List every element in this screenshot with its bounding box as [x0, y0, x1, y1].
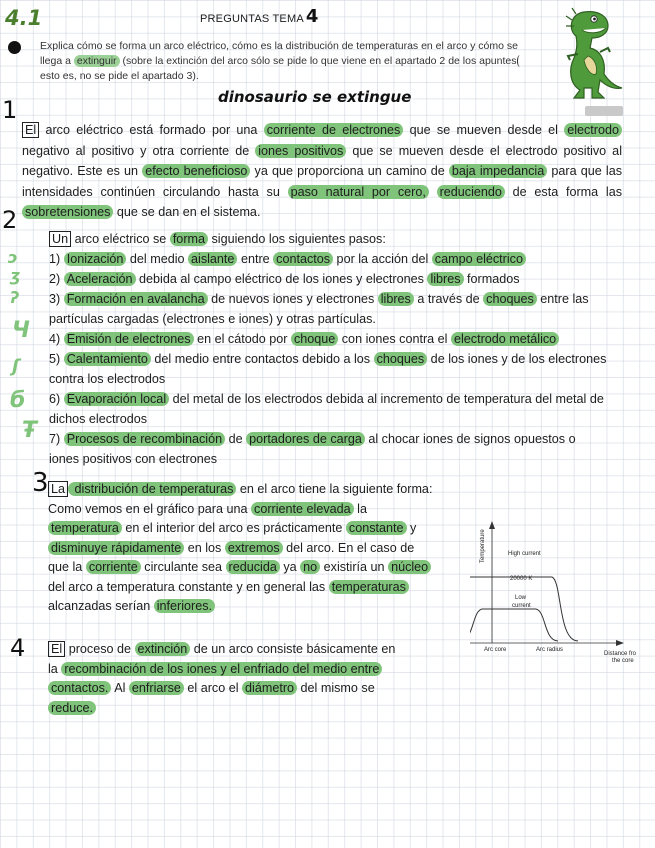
- step-mark-icon: б: [10, 388, 26, 413]
- handwritten-note: dinosaurio se extingue: [218, 88, 412, 106]
- text-run: de esta forma las: [504, 184, 623, 199]
- paragraph-arc-definition: [22, 120, 622, 223]
- section-mark-3: 3: [32, 468, 49, 498]
- paragraph-arc-formation: [49, 229, 386, 249]
- highlight-run: constante: [346, 521, 407, 535]
- step-number: 7): [49, 432, 64, 446]
- text-run: para que las intensidades continúen circulando hasta su: [22, 164, 622, 199]
- page-title-number: 4: [305, 6, 319, 27]
- text-run: que se mueven desde el electrodo positivo al negativo. Este es un: [22, 143, 622, 178]
- text-run: del arco a temperatura constante y en general las: [48, 579, 329, 594]
- highlight-run: choques: [483, 292, 537, 306]
- question-part-b: (sobre la extinción del arco sólo se pide lo que viene en el apartado 2 de los apuntes: [119, 55, 517, 67]
- text-run: de un arco consiste básicamente en la: [48, 642, 396, 676]
- highlight-run: Formación en avalancha: [64, 292, 208, 306]
- formation-step: [49, 349, 609, 389]
- curve-low-current: [470, 609, 558, 641]
- boxed-word: El: [48, 641, 65, 657]
- highlight-run: iones positivos: [255, 144, 346, 158]
- text-run: del medio entre contactos debido a los: [150, 352, 374, 366]
- highlight-run: extremos: [225, 541, 283, 555]
- label-distance-2: the core: [612, 658, 634, 664]
- boxed-word: La: [48, 481, 68, 497]
- highlight-run: temperaturas: [329, 580, 409, 594]
- text-run: alcanzadas serían: [48, 599, 154, 613]
- text-run: del medio: [126, 252, 189, 266]
- highlight-run: electrodo: [564, 123, 622, 137]
- text-run: debida al campo eléctrico de los iones y electrones: [135, 272, 428, 286]
- section-mark-4: 4: [10, 634, 26, 662]
- text-run: del mismo se: [297, 681, 375, 695]
- text-run: formados: [463, 272, 520, 286]
- highlight-run: campo eléctrico: [432, 252, 526, 266]
- text-run: de nuevos iones y electrones: [207, 292, 378, 306]
- formation-steps-list: [49, 249, 609, 469]
- highlight-run: recombinación de los iones y el enfriado del medio entre contactos.: [48, 662, 382, 696]
- text-run: el arco el: [183, 681, 243, 695]
- step-number: 6): [49, 392, 64, 406]
- text-run: ya que proporciona un camino de: [250, 164, 449, 178]
- sticker-badge: [585, 106, 623, 116]
- paragraph-temperature-distribution: [48, 480, 438, 617]
- y-axis-arrow: [489, 521, 495, 529]
- step-mark-icon: ʃ: [12, 356, 20, 377]
- highlight-run: forma: [170, 232, 208, 246]
- text-run: en el cátodo por: [193, 332, 291, 346]
- highlight-run: reducida: [226, 560, 280, 574]
- question-highlight: extinguir: [74, 55, 120, 67]
- highlight-run: reduce.: [48, 701, 96, 715]
- label-arc-radius: Arc radius: [536, 647, 564, 653]
- highlight-run: enfriarse: [129, 681, 184, 695]
- text-run: en el arco tiene la siguiente forma:: [236, 482, 433, 496]
- formation-step: [49, 289, 609, 329]
- highlight-run: efecto beneficioso: [142, 164, 250, 178]
- text-run: de: [225, 432, 247, 446]
- step-mark-icon: ɔ: [8, 248, 18, 267]
- highlight-run: Emisión de electrones: [64, 332, 194, 346]
- text-run: que se mueven desde el: [403, 123, 565, 137]
- text-run: arco eléctrico está formado por una: [39, 123, 264, 137]
- temperature-distribution-figure: [470, 515, 650, 695]
- highlight-run: portadores de carga: [246, 432, 365, 446]
- text-run: del arco. En el caso de que la: [48, 540, 415, 574]
- handwritten-bracket: [517, 55, 523, 67]
- text-run: [429, 185, 437, 199]
- text-run: a través de: [413, 292, 484, 306]
- text-run: del metal de los electrodos debida al incremento de temperatura del metal de dichos electrodos: [49, 392, 604, 426]
- highlight-run: paso natural por cero,: [288, 185, 429, 199]
- highlight-run: temperatura: [48, 521, 122, 535]
- formation-step: [49, 429, 609, 469]
- step-number: 4): [49, 332, 64, 346]
- highlight-run: sobretensiones: [22, 205, 113, 219]
- highlight-run: aislante: [188, 252, 237, 266]
- highlight-run: núcleo: [388, 560, 431, 574]
- highlight-run: extinción: [135, 642, 191, 656]
- highlight-run: Procesos de recombinación: [64, 432, 225, 446]
- step-number: 1): [49, 252, 64, 266]
- highlight-run: choque: [291, 332, 338, 346]
- label-high-current: High current: [508, 551, 541, 557]
- highlight-run: Ionización: [64, 252, 127, 266]
- highlight-run: no: [300, 560, 320, 574]
- section-mark-1: 1: [2, 96, 18, 124]
- highlight-run: disminuye rápidamente: [48, 541, 184, 555]
- text-run: que se dan en el sistema.: [113, 205, 261, 219]
- highlight-run: Calentamiento: [64, 352, 151, 366]
- step-number: 3): [49, 292, 64, 306]
- highlight-run: diámetro: [242, 681, 297, 695]
- highlight-run: inferiores.: [154, 599, 215, 613]
- text-run: por la acción del: [333, 252, 432, 266]
- text-run: y: [406, 521, 417, 535]
- question-part-a: Explica cómo se forma un arco eléctrico, cómo es la distribución de temperaturas en el arco y cómo se llega a: [40, 40, 518, 67]
- section-label: 4.1: [5, 6, 43, 30]
- text-run: negativo al positivo y otra corriente de: [22, 143, 256, 158]
- highlight-run: corriente de electrones: [264, 123, 404, 137]
- label-arc-core: Arc core: [484, 647, 507, 653]
- highlight-run: contactos: [273, 252, 333, 266]
- highlight-run: electrodo metálico: [451, 332, 559, 346]
- highlight-run: libres: [378, 292, 414, 306]
- highlight-run: corriente elevada: [251, 502, 354, 516]
- question-text: [40, 39, 530, 84]
- text-run: en los: [184, 540, 225, 555]
- text-run: Al: [111, 681, 129, 695]
- x-axis-arrow: [616, 640, 624, 646]
- step-mark-icon: Ч: [12, 318, 30, 343]
- highlight-run: Aceleración: [64, 272, 136, 286]
- page-title-text: PREGUNTAS TEMA: [200, 13, 304, 25]
- highlight-run: baja impedancia: [449, 164, 547, 178]
- text-run: siguiendo los siguientes pasos:: [208, 232, 386, 246]
- section-mark-2: 2: [2, 206, 18, 234]
- highlight-run: reduciendo: [437, 185, 505, 199]
- boxed-word: El: [22, 122, 39, 138]
- step-mark-icon: ʔ: [10, 288, 20, 307]
- text-run: al chocar iones de signos opuestos o iones positivos con electrones: [49, 432, 576, 466]
- formation-step: [49, 329, 609, 349]
- label-temperature-value: 20000 K: [510, 576, 533, 582]
- text-run: existiría un: [320, 560, 389, 574]
- boxed-word: Un: [49, 231, 71, 247]
- text-run: la: [353, 501, 367, 516]
- text-run: con iones contra el: [338, 332, 451, 346]
- paragraph-arc-extinction: [48, 640, 400, 718]
- text-run: ya: [279, 560, 301, 574]
- text-run: circulante sea: [140, 560, 226, 574]
- step-number: 2): [49, 272, 64, 286]
- label-low-1: Low: [515, 595, 527, 601]
- highlight-run: choques: [374, 352, 428, 366]
- highlight-run: libres: [427, 272, 463, 286]
- formation-step: [49, 269, 609, 289]
- text-run: arco eléctrico se: [71, 232, 170, 246]
- text-run: Como vemos en el gráfico para una: [48, 501, 252, 516]
- question-part-c: esto es, no se pide el apartado 3).: [40, 70, 199, 82]
- label-low-2: current: [512, 603, 531, 609]
- text-run: entre: [237, 252, 274, 266]
- formation-step: [49, 249, 609, 269]
- formation-step: [49, 389, 609, 429]
- y-axis-label: Temperature: [480, 529, 486, 563]
- text-run: en el interior del arco es prácticamente: [121, 521, 346, 535]
- text-run: de los iones y de los electrones contra los electrodos: [49, 352, 607, 386]
- text-run: proceso de: [65, 642, 135, 656]
- step-mark-icon: Ŧ: [22, 418, 38, 443]
- label-distance-1: Distance fro: [604, 651, 637, 657]
- highlight-run: distribución de temperaturas: [68, 482, 236, 496]
- highlight-run: corriente: [86, 560, 141, 574]
- page-title: [200, 6, 319, 27]
- bullet-dot: [8, 41, 21, 54]
- highlight-run: Evaporación local: [64, 392, 169, 406]
- dinosaur-sticker-icon: [548, 4, 628, 104]
- text-run: entre las partículas cargadas (electrones e iones) y otras partículas.: [49, 292, 589, 326]
- step-number: 5): [49, 352, 64, 366]
- step-mark-icon: ʒ: [10, 266, 21, 285]
